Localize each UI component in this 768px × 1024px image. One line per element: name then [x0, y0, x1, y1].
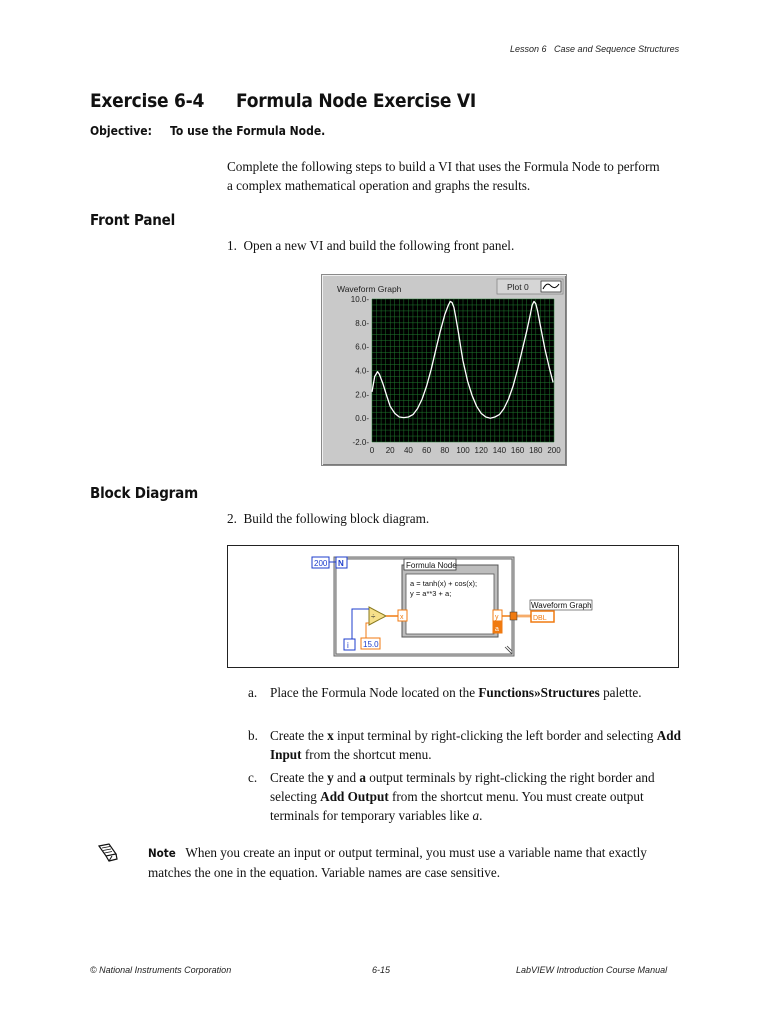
exercise-title: Formula Node Exercise VI [236, 90, 476, 112]
index-terminal[interactable] [344, 639, 355, 650]
note-label: Note [148, 846, 176, 860]
divide-function[interactable] [369, 607, 386, 625]
y-tick-label: 2.0- [355, 390, 369, 400]
front-panel-heading: Front Panel [90, 211, 176, 229]
loop-count-label: N [338, 559, 344, 568]
x-tick-label: 40 [403, 446, 413, 455]
output-y-label: y [495, 614, 499, 621]
substep-c-menu-item: Add Output [320, 789, 389, 804]
formula-line-2: y = a**3 + a; [410, 589, 452, 598]
substep-c-mid3: from the shortcut menu. You must create output terminals for temporary variables like [270, 789, 644, 823]
x-tick-label: 200 [547, 446, 561, 455]
note-paragraph [148, 843, 658, 882]
substep-c-italic-var: a [472, 808, 480, 823]
substep-c-var-y: y [327, 770, 334, 785]
step-2 [227, 509, 667, 528]
x-tick-label: 0 [369, 446, 375, 455]
waveform-graph[interactable] [321, 274, 567, 466]
input-terminal-x[interactable] [398, 610, 407, 621]
objective-text: To use the Formula Node. [170, 124, 326, 138]
graph-legend[interactable] [497, 279, 563, 294]
graph-terminal[interactable] [530, 600, 592, 622]
substep-c-text [270, 768, 690, 825]
formula-node-title: Formula Node [406, 561, 457, 570]
substep-b [248, 726, 698, 766]
x-tick-label: 20 [385, 446, 395, 455]
output-terminal-y[interactable] [493, 610, 502, 621]
y-tick-label: 8.0- [355, 318, 369, 328]
substep-c-var-a: a [359, 770, 366, 785]
header-lesson: Lesson 6 [510, 44, 547, 54]
block-diagram-heading: Block Diagram [90, 484, 198, 502]
running-header [510, 44, 679, 54]
graph-terminal-type: DBL [533, 615, 547, 622]
x-tick-label: 120 [474, 446, 488, 455]
substep-c [248, 768, 698, 828]
waveform-graph-svg [322, 275, 566, 465]
formula-line-1: a = tanh(x) + cos(x); [410, 579, 478, 588]
x-tick-label: 80 [440, 446, 450, 455]
objective-label: Objective: [90, 124, 152, 138]
note-text: When you create an input or output terminal, you must use a variable name that exactly matches the one in the equation. Variable names are case sensitive. [148, 845, 647, 880]
y-tick-label: -2.0- [352, 438, 369, 447]
x-tick-label: 180 [529, 446, 543, 455]
index-label: i [347, 641, 349, 650]
step-1-number: 1. [227, 238, 237, 253]
substep-a-text [270, 683, 690, 702]
substep-b-pre: Create the [270, 728, 328, 743]
count-constant[interactable] [312, 557, 329, 568]
step-2-text: Build the following block diagram. [243, 511, 430, 526]
substep-a-post: palette. [599, 685, 642, 700]
output-a-label: a [495, 626, 499, 633]
substep-c-label: c. [248, 770, 258, 785]
y-tick-label: 6.0- [355, 342, 369, 352]
output-terminal-a[interactable] [493, 622, 502, 633]
legend-label: Plot 0 [507, 282, 529, 292]
x-tick-label: 100 [456, 446, 470, 455]
substep-a-label: a. [248, 685, 258, 700]
header-section: Case and Sequence Structures [554, 44, 680, 54]
intro-paragraph: Complete the following steps to build a VI that uses the Formula Node to perform a complex mathematical operation and graphs the results. [227, 159, 660, 193]
substep-c-post: . [479, 808, 483, 823]
substep-b-var: x [327, 728, 334, 743]
substep-b-label: b. [248, 728, 258, 743]
input-x-label: x [400, 614, 404, 621]
step-2-number: 2. [227, 511, 237, 526]
x-tick-label: 60 [422, 446, 432, 455]
note-icon [96, 842, 120, 864]
y-tick-label: 0.0- [355, 414, 369, 424]
x-tick-label: 160 [510, 446, 525, 455]
substep-b-menu-item: Add Input [270, 728, 681, 762]
substep-c-pre: Create the [270, 770, 328, 785]
formula-node[interactable] [402, 559, 498, 637]
step-1 [227, 236, 667, 255]
graph-title: Waveform Graph [337, 284, 402, 294]
constant-value: 15.0 [363, 640, 379, 649]
substep-b-mid: input terminal by right-clicking the left border and selecting [333, 728, 657, 743]
substep-a-pre: Place the Formula Node located on the [270, 685, 479, 700]
loop-count-terminal[interactable] [336, 557, 347, 568]
y-tick-label: 4.0- [355, 366, 369, 376]
constant-15[interactable] [361, 638, 380, 649]
footer-right: LabVIEW Introduction Course Manual [516, 965, 668, 975]
block-diagram-figure [227, 545, 679, 668]
x-tick-label: 140 [492, 446, 507, 455]
count-value: 200 [314, 559, 328, 568]
footer-left: © National Instruments Corporation [90, 965, 232, 975]
substep-a [248, 683, 698, 723]
y-tick-label: 10.0- [350, 295, 369, 304]
step-1-text: Open a new VI and build the following front panel. [243, 238, 515, 253]
svg-text:÷: ÷ [371, 612, 376, 621]
footer-page-number: 6-15 [372, 965, 391, 975]
substep-b-text [270, 726, 690, 764]
block-diagram-svg [228, 546, 678, 667]
plot-area [351, 295, 561, 455]
substep-c-mid2: output terminals by right-clicking the right border and selecting [270, 770, 655, 804]
substep-b-post: from the shortcut menu. [301, 747, 432, 762]
substep-a-menu-path: Functions»Structures [478, 685, 600, 700]
graph-terminal-title: Waveform Graph [531, 601, 592, 610]
exercise-number: Exercise 6-4 [90, 90, 205, 112]
substep-c-mid1: and [333, 770, 360, 785]
